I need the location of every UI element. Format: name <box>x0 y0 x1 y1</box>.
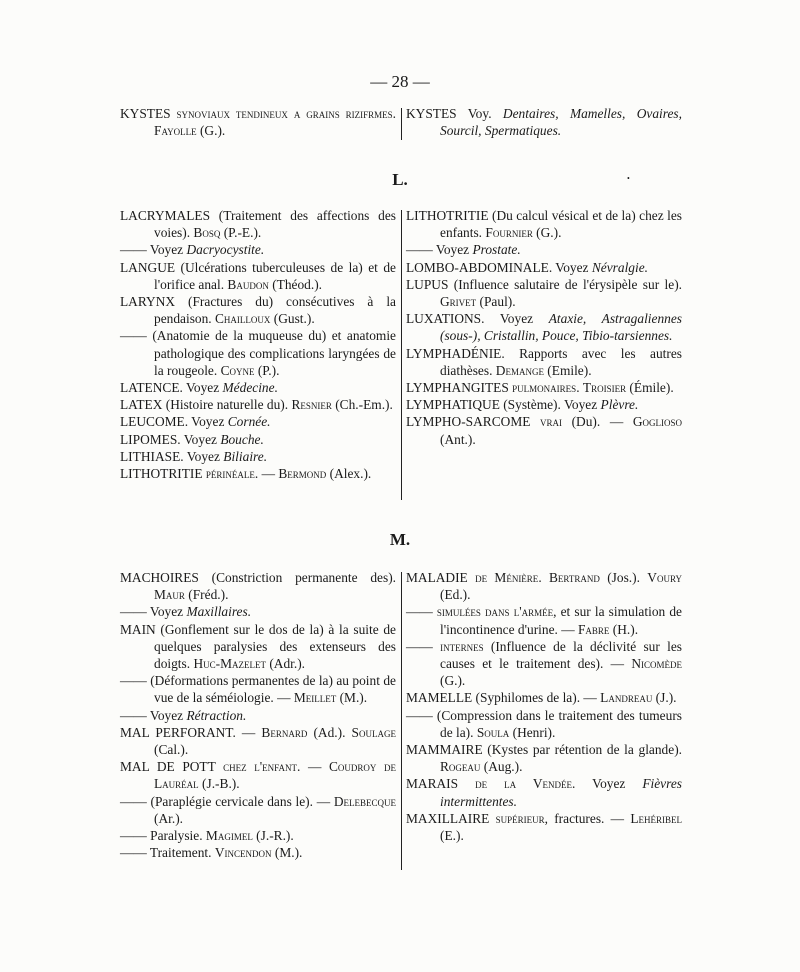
small-caps-run: de la Vendée <box>475 776 573 792</box>
index-entry <box>406 105 682 139</box>
index-entry <box>406 775 682 809</box>
small-caps-run: Grivet <box>440 294 477 310</box>
section-l-left-column <box>120 207 396 482</box>
text-run: —— <box>406 604 437 620</box>
text-run: (H.). <box>609 621 639 637</box>
small-caps-run: périnéale <box>205 466 255 482</box>
text-run: . — <box>254 466 279 482</box>
index-entry <box>406 259 682 276</box>
italic-run: Prostate. <box>472 242 521 258</box>
text-run: (G.). <box>440 673 466 689</box>
index-entry <box>406 310 682 344</box>
text-run: , fractures. — <box>544 810 631 826</box>
small-caps-run: Troisier <box>582 380 627 396</box>
index-entry <box>120 431 396 448</box>
text-run: LITHIASE. Voyez <box>120 448 224 464</box>
italic-run: Ataxie, Astragaliennes (sous-), Cristallin, Pouce, Tibio-tarsiennes. <box>440 311 682 344</box>
text-run: (E.). <box>440 828 464 844</box>
small-caps-run: Magimel <box>205 828 253 844</box>
text-run: MAIN (Gonflement sur le dos de la) à la suite de quelques paralysies des extenseurs des doigts. <box>120 621 396 672</box>
text-run: (J.-B.). <box>198 776 240 792</box>
italic-run: Maxillaires. <box>186 604 252 620</box>
index-entry <box>120 259 396 293</box>
small-caps-run: Bernard <box>261 724 308 740</box>
text-run: LARYNX (Fractures du) consécutives à la pendaison. <box>120 294 396 327</box>
text-run: —— (Anatomie de la muqueuse du) et anatomie pathologique des complications laryngées de la rougeole. <box>120 328 396 378</box>
text-run: LUXATIONS. Voyez <box>406 311 549 327</box>
small-caps-run: Baudon <box>227 276 269 292</box>
text-run: (J.). <box>652 690 677 706</box>
text-run: MAXILLAIRE <box>406 810 496 826</box>
text-run: LEUCOME. Voyez <box>120 414 228 430</box>
text-run: —— <box>406 638 441 654</box>
italic-run: Médecine. <box>222 380 278 396</box>
italic-run: Fièvres intermittentes. <box>440 776 682 809</box>
text-run: LUPUS (Influence salutaire de l'érysipèle sur le). <box>406 276 682 292</box>
small-caps-run: Bosq <box>193 225 221 241</box>
index-entry <box>120 672 396 706</box>
small-caps-run: Bertrand <box>549 570 600 585</box>
index-entry <box>120 603 396 620</box>
small-caps-run: internes <box>440 638 484 654</box>
index-entry <box>120 827 396 844</box>
small-caps-run: pulmonaires <box>512 380 577 396</box>
index-entry <box>120 293 396 327</box>
index-entry <box>120 844 396 861</box>
text-run: MAMMAIRE (Kystes par rétention de la glande). <box>406 742 682 758</box>
text-run: LYMPHATIQUE (Système). Voyez <box>406 397 601 413</box>
small-caps-run: Nicomède <box>631 656 682 672</box>
text-run: —— Traitement. <box>120 845 215 861</box>
index-entry <box>120 207 396 241</box>
index-entry <box>406 396 682 413</box>
small-caps-run: Soulage <box>351 724 396 740</box>
top-right-column <box>406 105 682 139</box>
index-entry <box>120 396 396 413</box>
index-entry <box>120 621 396 673</box>
index-entry <box>120 707 396 724</box>
speck: • <box>627 174 630 183</box>
italic-run: Plèvre. <box>600 397 639 413</box>
text-run: (J.-R.). <box>252 828 294 844</box>
text-run: . <box>392 106 397 121</box>
index-entry <box>406 241 682 258</box>
small-caps-run: de Ménière <box>475 570 539 585</box>
text-run: , et sur la simulation de l'incontinence d'urine. — <box>440 604 682 637</box>
section-letter-m: M. <box>389 530 411 549</box>
index-entry <box>406 689 682 706</box>
small-caps-run: Fournier <box>485 225 533 241</box>
text-run: LIPOMES. Voyez <box>120 431 221 447</box>
column-rule-m <box>401 572 402 870</box>
italic-run: Biliaire. <box>223 448 268 464</box>
index-entry <box>406 413 682 447</box>
page-number: — 28 — <box>370 72 430 91</box>
text-run: (Aug.). <box>480 759 523 775</box>
section-l-right-column <box>406 207 682 482</box>
text-run: (P.-E.). <box>220 225 262 241</box>
small-caps-run: Rogeau <box>440 759 481 775</box>
text-run: LANGUE (Ulcérations tuberculeuses de la) et de l'orifice anal. <box>120 259 396 292</box>
small-caps-run: Voury <box>647 570 682 585</box>
text-run: LOMBO-ABDOMINALE. Voyez <box>406 259 592 275</box>
text-run: . <box>538 570 549 585</box>
small-caps-run: Demange <box>495 362 544 378</box>
section-m-left-column <box>120 569 396 861</box>
text-run: MAMELLE (Syphilomes de la). — <box>406 690 601 706</box>
small-caps-run: Coyne <box>220 362 255 378</box>
text-run: (Adr.). <box>265 656 306 672</box>
text-run: (Du). — <box>562 414 633 430</box>
index-entry <box>120 379 396 396</box>
text-run: —— Voyez <box>120 604 187 620</box>
text-run: —— Paralysie. <box>120 828 206 844</box>
small-caps-run: Soula <box>476 724 510 740</box>
index-entry <box>406 569 682 603</box>
small-caps-run: Vincendon <box>214 845 272 861</box>
index-entry <box>406 638 682 690</box>
text-run: (G.). <box>532 225 562 241</box>
small-caps-run: synoviaux tendineux a grains rizifrmes <box>176 106 393 121</box>
text-run: (Alex.). <box>326 466 372 482</box>
text-run: —— Voyez <box>406 242 473 258</box>
text-run: (Emile). <box>543 362 592 378</box>
text-run: —— (Compression dans le traitement des tumeurs de la). <box>406 707 682 740</box>
section-m-right-column <box>406 569 682 861</box>
index-entry <box>406 379 682 396</box>
top-left-column <box>120 105 396 139</box>
italic-run: Cornée. <box>227 414 271 430</box>
text-run: LATENCE. Voyez <box>120 380 223 396</box>
text-run: —— Voyez <box>120 242 187 258</box>
index-entry <box>120 758 396 792</box>
text-run: LYMPHANGITES <box>406 380 513 396</box>
small-caps-run: Resnier <box>291 397 332 413</box>
index-entry <box>120 241 396 258</box>
text-run: (Émile). <box>626 380 674 396</box>
italic-run: Rétraction. <box>186 707 247 723</box>
index-entry <box>406 707 682 741</box>
text-run: . — <box>297 759 329 775</box>
text-run: —— Voyez <box>120 707 187 723</box>
italic-run: Dentaires, Mamelles, Ovaires, Sourcil, Spermatiques. <box>440 106 682 139</box>
text-run: (M.). <box>271 845 303 861</box>
index-entry <box>406 276 682 310</box>
text-run: LYMPHADÉNIE. Rapports avec les autres diathèses. <box>406 345 682 378</box>
italic-run: Bouche. <box>220 431 264 447</box>
text-run: . <box>576 380 583 396</box>
small-caps-run: Fayolle <box>154 123 197 139</box>
text-run: (Jos.). <box>599 570 648 585</box>
text-run: (Influence de la déclivité sur les causes et le traitement des). — <box>440 638 682 672</box>
text-run: MALADIE <box>406 570 476 585</box>
text-run: MAL DE POTT <box>120 759 224 775</box>
small-caps-run: simulées dans l'armée <box>436 604 554 620</box>
text-run: (Ar.). <box>154 810 184 826</box>
index-entry <box>120 793 396 827</box>
text-run: LITHOTRITIE (Du calcul vésical et de la) chez les enfants. <box>406 208 682 241</box>
text-run: —— (Paraplégie cervicale dans le). — <box>120 793 334 809</box>
text-run: (Gust.). <box>270 311 315 327</box>
text-run: LITHOTRITIE <box>120 466 206 482</box>
index-entry <box>120 413 396 430</box>
index-entry <box>120 724 396 758</box>
text-run: KYSTES <box>120 106 177 121</box>
text-run: (G.). <box>196 123 226 139</box>
small-caps-run: Bermond <box>278 466 327 482</box>
index-entry <box>406 603 682 637</box>
text-run: (Ed.). <box>440 587 471 603</box>
italic-run: Dacryocystite. <box>186 242 265 258</box>
small-caps-run: Chailloux <box>215 311 271 327</box>
index-entry <box>120 105 396 139</box>
small-caps-run: Coudroy de Lauréal <box>154 759 397 792</box>
text-run: LATEX (Histoire naturelle du). <box>120 397 292 413</box>
small-caps-run: Lehéribel <box>630 810 682 826</box>
small-caps-run: chez l'enfant <box>223 759 298 775</box>
text-run: MACHOIRES (Constriction permanente des). <box>120 570 396 585</box>
text-run: LYMPHO-SARCOME <box>406 414 540 430</box>
index-entry <box>120 465 396 482</box>
text-run: (M.). <box>336 690 368 706</box>
text-run: (Henri). <box>509 724 556 740</box>
column-rule-top <box>401 108 402 140</box>
text-run: MARAIS <box>406 776 476 792</box>
small-caps-run: Delebecque <box>333 793 396 809</box>
small-caps-run: Meillet <box>293 690 337 706</box>
text-run: MAL PERFORANT. — <box>120 724 262 740</box>
small-caps-run: vrai <box>540 414 562 430</box>
small-caps-run: Huc-Mazelet <box>193 656 266 672</box>
index-entry <box>406 741 682 775</box>
index-entry <box>120 569 396 603</box>
text-run: (Ant.). <box>440 431 476 447</box>
section-letter-l: L. <box>392 170 408 189</box>
index-entry <box>120 327 396 379</box>
small-caps-run: supérieur <box>495 810 545 826</box>
text-run: . Voyez <box>572 776 643 792</box>
index-entry <box>406 810 682 844</box>
small-caps-run: Landreau <box>600 690 653 706</box>
text-run: LACRYMALES (Traitement des affections des voies). <box>120 208 396 241</box>
small-caps-run: Fabre <box>577 621 610 637</box>
text-run: (P.). <box>254 362 280 378</box>
text-run: (Ch.-Em.). <box>331 397 393 413</box>
small-caps-run: Maur <box>154 587 185 603</box>
small-caps-run: Goglioso <box>632 414 682 430</box>
index-entry <box>120 448 396 465</box>
italic-run: Névralgie. <box>591 259 649 275</box>
text-run: (Ad.). <box>307 724 352 740</box>
text-run: —— (Déformations permanentes de la) au point de vue de la séméiologie. — <box>120 673 396 706</box>
text-run: KYSTES Voy. <box>406 106 503 121</box>
index-entry <box>406 207 682 241</box>
text-run: (Fréd.). <box>184 587 229 603</box>
text-run: (Cal.). <box>154 742 189 758</box>
text-run: (Paul). <box>476 294 516 310</box>
column-rule-l <box>401 210 402 500</box>
index-entry <box>406 345 682 379</box>
text-run: (Théod.). <box>268 276 323 292</box>
